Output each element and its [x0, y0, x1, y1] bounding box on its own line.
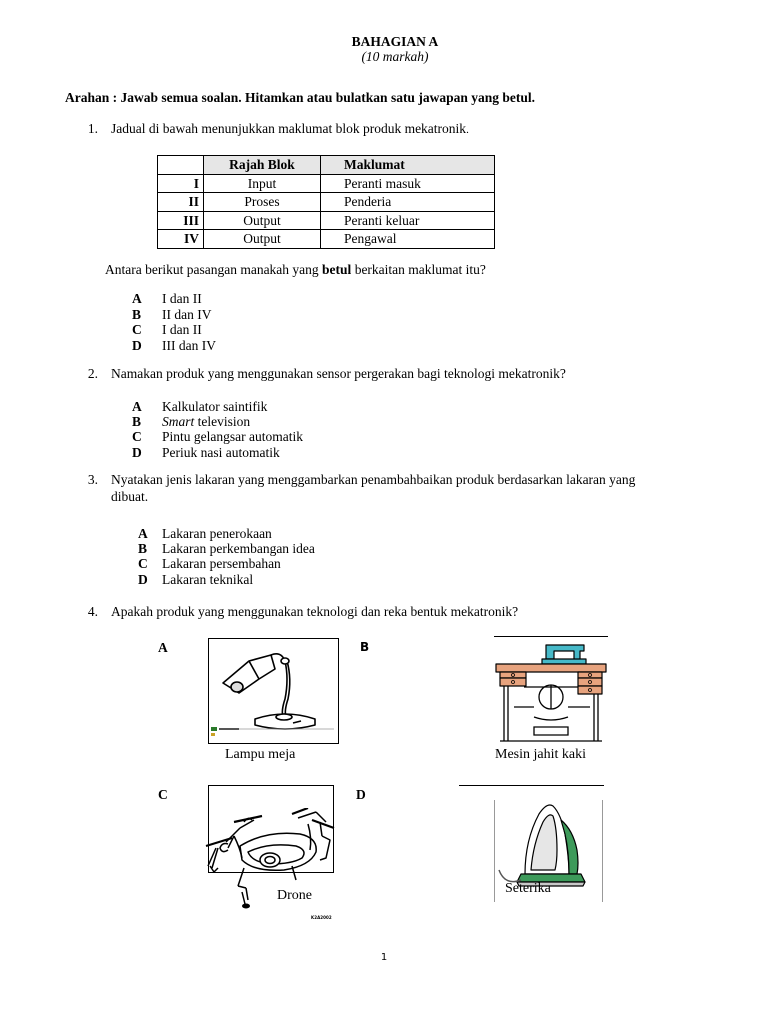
- q3-number: 3.: [87, 472, 98, 487]
- table-header-blank: [158, 156, 204, 175]
- drone-icon: [204, 808, 336, 912]
- q1-number: 1.: [87, 121, 98, 136]
- desk-lamp-icon: [209, 639, 338, 743]
- q1-text: Jadual di bawah menunjukkan maklumat blok produk mekatronik.: [111, 121, 469, 136]
- q1-options: A I dan II B II dan IV C I dan II D III dan IV: [132, 291, 216, 354]
- q4-option-c-picture[interactable]: [204, 808, 336, 912]
- q1-prompt: Antara berikut pasangan manakah yang betul berkaitan maklumat itu?: [105, 262, 486, 277]
- table-row: [158, 193, 495, 212]
- q4-option-a-caption: Lampu meja: [225, 747, 296, 762]
- q4-option-d-rule: [459, 785, 604, 786]
- q4-option-d-caption: Seterika: [505, 881, 551, 896]
- q4-number: 4.: [87, 604, 98, 619]
- row-info: Penderia: [321, 193, 495, 212]
- section-marks: (10 markah): [361, 49, 429, 64]
- row-number: III: [158, 211, 204, 230]
- row-number: II: [158, 193, 204, 212]
- row-info: Peranti keluar: [321, 211, 495, 230]
- q4-option-b-letter[interactable]: B: [360, 640, 370, 654]
- table-header-row: [158, 156, 495, 175]
- row-block: Proses: [204, 193, 321, 212]
- q4-option-d-letter[interactable]: D: [356, 787, 366, 802]
- q4-option-b-picture[interactable]: [494, 636, 608, 745]
- row-info: Pengawal: [321, 230, 495, 249]
- q2-text: Namakan produk yang menggunakan sensor pergerakan bagi teknologi mekatronik?: [111, 366, 566, 381]
- instruction: Arahan : Jawab semua soalan. Hitamkan atau bulatkan satu jawapan yang betul.: [65, 90, 535, 105]
- table-header-info: Maklumat: [321, 156, 495, 175]
- q3-options: A Lakaran penerokaan B Lakaran perkembangan idea C Lakaran persembahan D Lakaran teknikal: [138, 526, 315, 587]
- row-number: I: [158, 174, 204, 193]
- row-block: Output: [204, 230, 321, 249]
- q2-number: 2.: [87, 366, 98, 381]
- q4-option-a-picture[interactable]: [208, 638, 339, 744]
- page-number: 1: [380, 952, 388, 963]
- q4-option-c-caption: Drone: [277, 888, 312, 903]
- q4-option-a-letter[interactable]: A: [158, 640, 168, 655]
- q4-option-b-caption: Mesin jahit kaki: [495, 747, 586, 762]
- q4-text: Apakah produk yang menggunakan teknologi dan reka bentuk mekatronik?: [111, 604, 519, 619]
- q2-options: A Kalkulator saintifik B Smart television C Pintu gelangsar automatik D Periuk nasi automatik: [132, 399, 303, 460]
- row-block: Input: [204, 174, 321, 193]
- table-header-block: Rajah Blok: [204, 156, 321, 175]
- q4-option-c-letter[interactable]: C: [158, 787, 168, 802]
- tiny-label: K2A2002: [311, 915, 332, 920]
- q3-text-line1: Nyatakan jenis lakaran yang menggambarkan penambahbaikan produk berdasarkan lakaran yang: [111, 472, 636, 487]
- table-row: [158, 174, 495, 193]
- sewing-machine-icon: [494, 637, 608, 745]
- table-row: [158, 211, 495, 230]
- row-number: IV: [158, 230, 204, 249]
- row-info: Peranti masuk: [321, 174, 495, 193]
- section-title: BAHAGIAN A: [351, 34, 439, 49]
- q3-text-line2: dibuat.: [111, 489, 149, 504]
- table-row: [158, 230, 495, 249]
- block-info-table: [157, 155, 495, 249]
- row-block: Output: [204, 211, 321, 230]
